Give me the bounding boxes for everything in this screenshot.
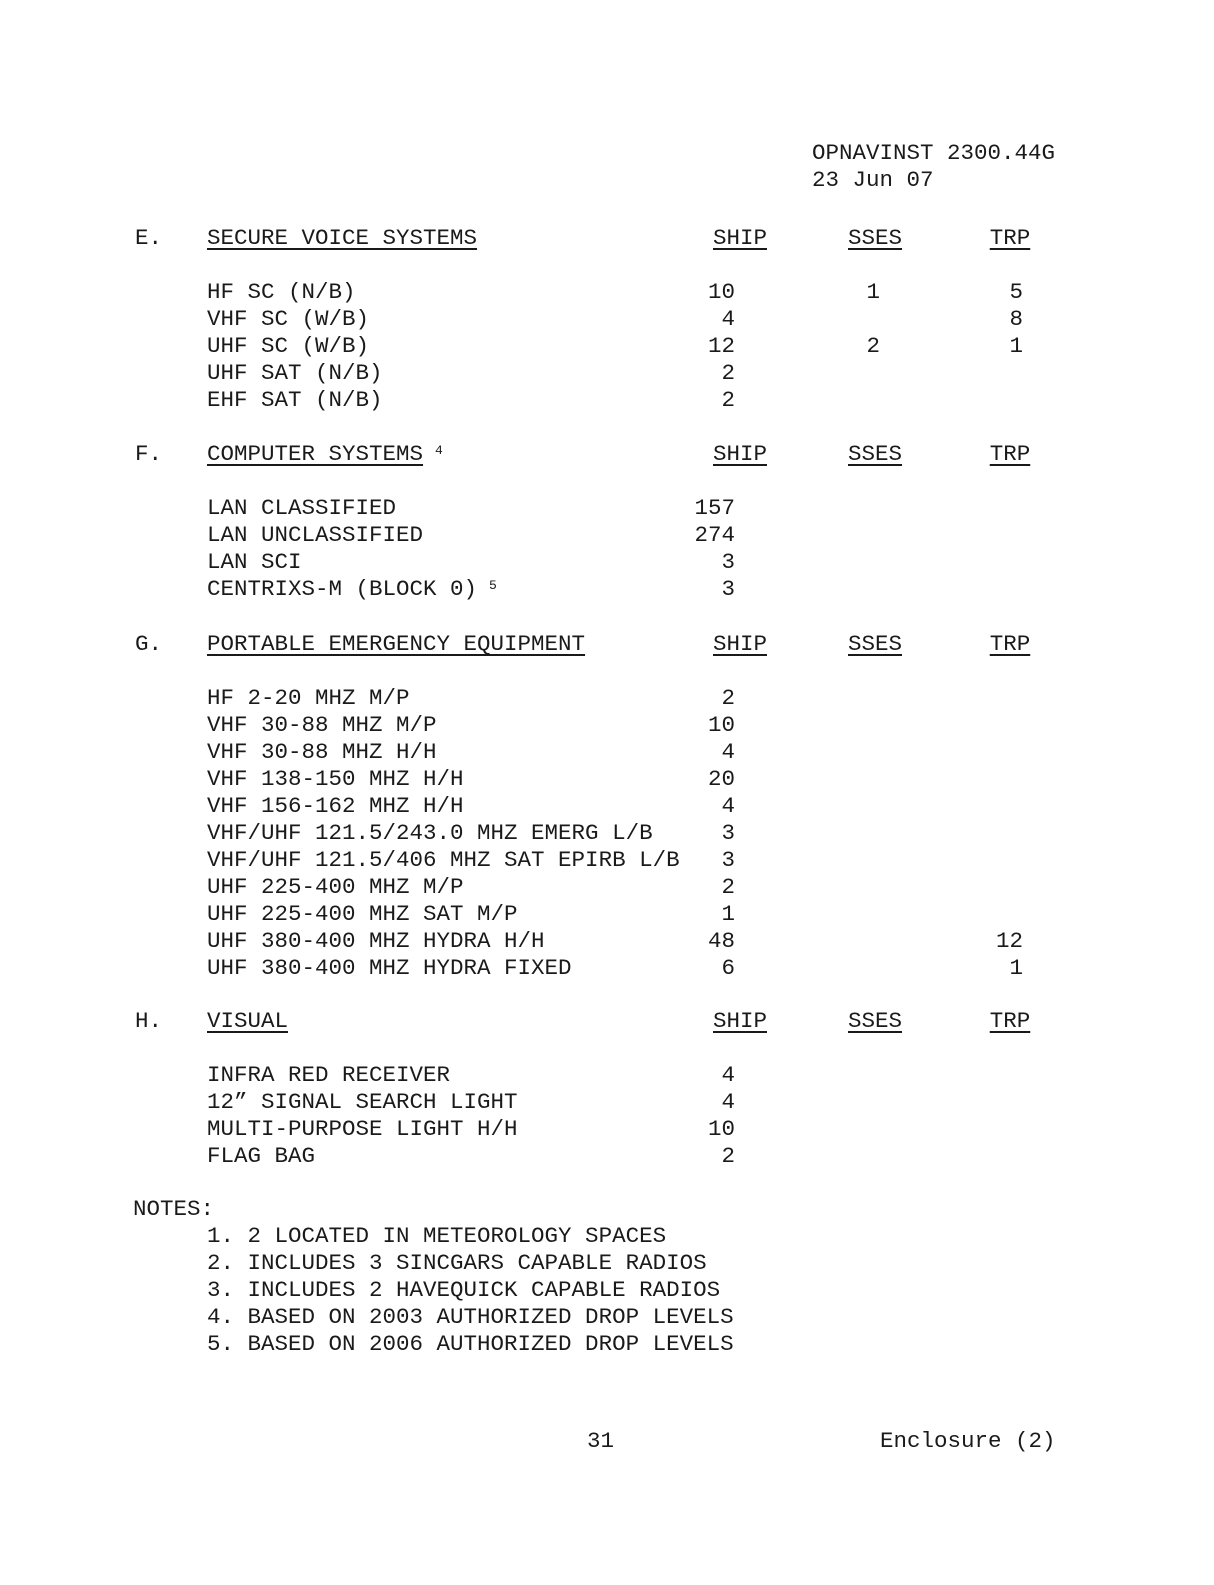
- value-trp: 1: [1009, 333, 1023, 359]
- row-label: [207, 955, 572, 982]
- row-label: [207, 306, 369, 333]
- row-label: [207, 522, 423, 549]
- value-ship: 3: [721, 549, 735, 575]
- section-title-text: COMPUTER SYSTEMS: [207, 441, 424, 467]
- column-header-sses: SSES: [847, 225, 902, 251]
- footnote-marker: 5: [489, 578, 497, 593]
- row-label-text: CENTRIXS-M (BLOCK 0): [207, 576, 478, 602]
- footnote-marker: 4: [435, 443, 443, 458]
- section-letter: F.: [135, 441, 163, 467]
- row-label: [207, 739, 437, 766]
- value-ship: 2: [721, 387, 735, 413]
- value-ship: 3: [721, 820, 735, 846]
- column-header-ship: SHIP: [712, 631, 767, 657]
- row-label: [207, 1062, 450, 1089]
- row-label-text: UHF 225-400 MHZ M/P: [207, 874, 464, 900]
- value-trp: 12: [995, 928, 1023, 954]
- row-label-text: EHF SAT (N/B): [207, 387, 383, 413]
- value-ship: 157: [694, 495, 735, 521]
- row-label: [207, 901, 518, 928]
- row-label: [207, 576, 497, 605]
- row-label-text: UHF SAT (N/B): [207, 360, 383, 386]
- note-item: 4. BASED ON 2003 AUTHORIZED DROP LEVELS: [207, 1304, 734, 1330]
- row-label-text: MULTI-PURPOSE LIGHT H/H: [207, 1116, 518, 1142]
- row-label-text: FLAG BAG: [207, 1143, 316, 1169]
- column-header-trp: TRP: [989, 1008, 1031, 1034]
- row-label: [207, 279, 356, 306]
- row-label-text: INFRA RED RECEIVER: [207, 1062, 451, 1088]
- row-label: [207, 387, 383, 414]
- value-trp: 1: [1009, 955, 1023, 981]
- row-label: [207, 847, 680, 874]
- row-label: [207, 820, 653, 847]
- value-ship: 20: [707, 766, 735, 792]
- value-ship: 2: [721, 874, 735, 900]
- value-ship: 274: [694, 522, 735, 548]
- note-item: 5. BASED ON 2006 AUTHORIZED DROP LEVELS: [207, 1331, 734, 1357]
- value-ship: 4: [721, 793, 735, 819]
- document-date: 23 Jun 07: [812, 167, 934, 193]
- row-label: [207, 685, 410, 712]
- row-label: [207, 712, 437, 739]
- note-item: 3. INCLUDES 2 HAVEQUICK CAPABLE RADIOS: [207, 1277, 721, 1303]
- row-label-text: UHF 380-400 MHZ HYDRA H/H: [207, 928, 545, 954]
- row-label-text: UHF 225-400 MHZ SAT M/P: [207, 901, 518, 927]
- enclosure-label: Enclosure (2): [880, 1428, 1056, 1454]
- row-label: [207, 1143, 315, 1170]
- section-letter: G.: [135, 631, 163, 657]
- row-label-text: LAN CLASSIFIED: [207, 495, 397, 521]
- row-label-text: HF 2-20 MHZ M/P: [207, 685, 410, 711]
- column-header-trp: TRP: [989, 225, 1031, 251]
- row-label: [207, 549, 302, 576]
- row-label-text: VHF 138-150 MHZ H/H: [207, 766, 464, 792]
- row-label-text: VHF 30-88 MHZ M/P: [207, 712, 437, 738]
- column-header-sses: SSES: [847, 631, 902, 657]
- value-trp: 5: [1009, 279, 1023, 305]
- column-header-ship: SHIP: [712, 225, 767, 251]
- value-ship: 4: [721, 1089, 735, 1115]
- row-label: [207, 766, 464, 793]
- document-id: OPNAVINST 2300.44G: [812, 140, 1056, 166]
- section-letter: H.: [135, 1008, 163, 1034]
- value-ship: 4: [721, 739, 735, 765]
- row-label: [207, 360, 383, 387]
- row-label: [207, 495, 396, 522]
- value-ship: 2: [721, 360, 735, 386]
- row-label-text: VHF SC (W/B): [207, 306, 370, 332]
- value-ship: 4: [721, 306, 735, 332]
- row-label-text: LAN UNCLASSIFIED: [207, 522, 424, 548]
- value-sses: 1: [866, 279, 880, 305]
- value-ship: 2: [721, 1143, 735, 1169]
- value-ship: 10: [707, 279, 735, 305]
- row-label-text: UHF 380-400 MHZ HYDRA FIXED: [207, 955, 572, 981]
- section-title: [207, 631, 585, 658]
- row-label: [207, 793, 464, 820]
- value-ship: 10: [707, 1116, 735, 1142]
- value-ship: 10: [707, 712, 735, 738]
- row-label: [207, 1116, 518, 1143]
- row-label-text: 12” SIGNAL SEARCH LIGHT: [207, 1089, 518, 1115]
- row-label-text: HF SC (N/B): [207, 279, 356, 305]
- section-title: [207, 441, 443, 470]
- column-header-trp: TRP: [989, 631, 1031, 657]
- row-label-text: VHF 156-162 MHZ H/H: [207, 793, 464, 819]
- row-label-text: LAN SCI: [207, 549, 302, 575]
- row-label-text: VHF/UHF 121.5/243.0 MHZ EMERG L/B: [207, 820, 653, 846]
- column-header-ship: SHIP: [712, 1008, 767, 1034]
- value-ship: 1: [721, 901, 735, 927]
- section-title-text: SECURE VOICE SYSTEMS: [207, 225, 478, 251]
- section-title-text: VISUAL: [207, 1008, 289, 1034]
- value-ship: 6: [721, 955, 735, 981]
- section-title: [207, 225, 477, 252]
- note-item: 2. INCLUDES 3 SINCGARS CAPABLE RADIOS: [207, 1250, 707, 1276]
- row-label-text: VHF 30-88 MHZ H/H: [207, 739, 437, 765]
- value-ship: 3: [721, 576, 735, 602]
- row-label-text: UHF SC (W/B): [207, 333, 370, 359]
- notes-label: NOTES:: [133, 1196, 215, 1222]
- row-label: [207, 928, 545, 955]
- value-trp: 8: [1009, 306, 1023, 332]
- value-ship: 4: [721, 1062, 735, 1088]
- note-item: 1. 2 LOCATED IN METEOROLOGY SPACES: [207, 1223, 667, 1249]
- column-header-ship: SHIP: [712, 441, 767, 467]
- column-header-sses: SSES: [847, 441, 902, 467]
- section-title: [207, 1008, 288, 1035]
- row-label: [207, 874, 464, 901]
- value-sses: 2: [866, 333, 880, 359]
- section-letter: E.: [135, 225, 163, 251]
- value-ship: 3: [721, 847, 735, 873]
- value-ship: 12: [707, 333, 735, 359]
- column-header-sses: SSES: [847, 1008, 902, 1034]
- row-label: [207, 1089, 518, 1116]
- value-ship: 48: [707, 928, 735, 954]
- column-header-trp: TRP: [989, 441, 1031, 467]
- section-title-text: PORTABLE EMERGENCY EQUIPMENT: [207, 631, 586, 657]
- value-ship: 2: [721, 685, 735, 711]
- page-number: 31: [587, 1428, 615, 1454]
- row-label: [207, 333, 369, 360]
- row-label-text: VHF/UHF 121.5/406 MHZ SAT EPIRB L/B: [207, 847, 680, 873]
